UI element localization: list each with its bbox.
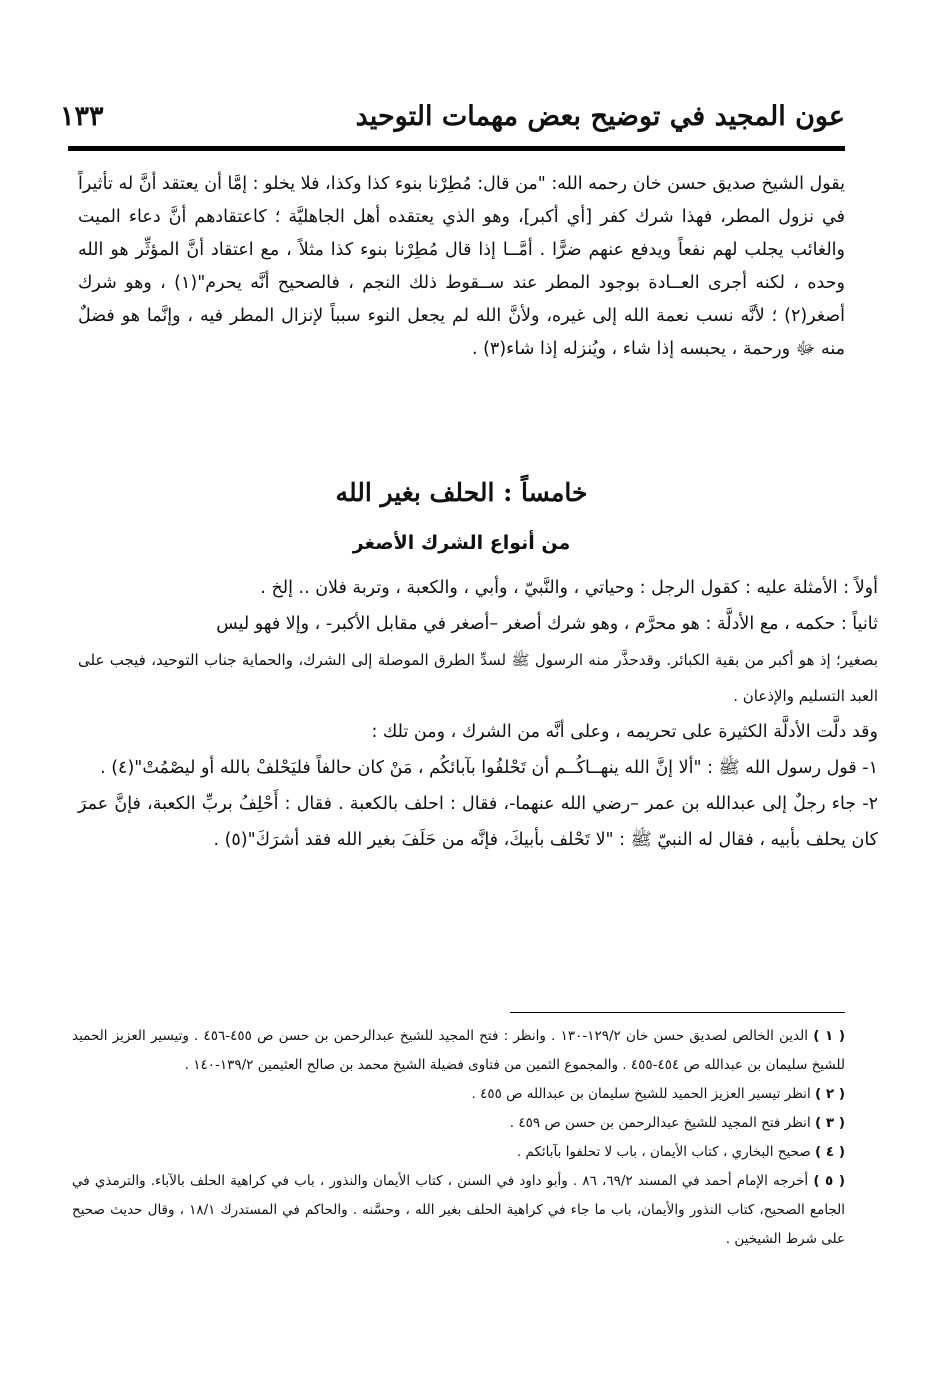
- point-second: ثانياً : حكمه ، مع الأدلَّة : هو محرَّم ، وهو شرك أصغر –أصغر في مقابل الأكبر- ، وإلا فهو ليس: [216, 614, 878, 634]
- footnote-text: الدين الخالص لصديق حسن خان ١٢٩/٢-١٣٠ . وانظر : فتح المجيد للشيخ عبدالرحمن بن حسن ص ٤٥٥-٤٥٦ . وتيسير العزيز الحميد للشيخ سليمان بن عبدالله ص ٤٥٤-٤٥٥ . والمجموع الثمين من فتاوى فضيلة الشيخ محمد بن صالح العثيمين ١٣٩/٢-١٤٠ .: [72, 1028, 845, 1073]
- footnote-number: ( ٤ ): [815, 1144, 845, 1160]
- footnote-text: صحيح البخاري ، كتاب الأيمان ، باب لا تحلفوا بآبائكم .: [516, 1144, 811, 1160]
- footnote-4: [72, 1138, 845, 1167]
- hadith-2: ٢- جاء رجلٌ إلى عبدالله بن عمر –رضي الله عنهما-، فقال : احلف بالكعبة . فقال : أَحْلِفُ بربِّ الكعبة، فإنَّ عمرَ كان يحلف بأبيه ، فقال له النبيّ ﷺ : "لا تَحْلف بأبيكَ، فإنَّه من حَلَفَ بغير الله فقد أشرَكَ"(٥) .: [78, 794, 878, 850]
- footnote-text: أخرجه الإمام أحمد في المسند ٦٩/٢، ٨٦ . وأبو داود في السنن ، كتاب الأيمان والنذور ، باب في كراهية الحلف بالآباء. والترمذي في الجامع الصحيح، كتاب النذور والأيمان، باب ما جاء في كراهية الحلف بغير الله ، وحسَّنه . والحاكم في المستدرك ١٨/١ ، وقال حديث صحيح على شرط الشيخين .: [72, 1173, 846, 1247]
- footnote-number: ( ٣ ): [815, 1115, 845, 1131]
- point-first: أولاً : الأمثلة عليه : كقول الرجل : وحياتي ، والنَّبيّ ، وأبي ، والكعبة ، وتربة فلان .. إلخ .: [260, 578, 878, 598]
- book-title: عون المجيد في توضيح بعض مهمات التوحيد: [355, 100, 845, 132]
- footnote-2: [72, 1080, 845, 1109]
- section-subtitle: من أنواع الشرك الأصغر: [352, 532, 571, 554]
- header-divider: [68, 146, 845, 151]
- footnote-number: ( ٥ ): [813, 1173, 846, 1189]
- evidence-intro: وقد دلَّت الأدلَّة الكثيرة على تحريمه ، وعلى أنَّه من الشرك ، ومن تلك :: [371, 722, 878, 742]
- footnote-1: [72, 1022, 845, 1080]
- section-title: خامساً : الحلف بغير الله: [335, 478, 588, 507]
- footnotes: [72, 1022, 845, 1254]
- page-number: ١٣٣: [60, 100, 104, 132]
- page-header: [60, 92, 845, 140]
- points-list: [78, 570, 878, 858]
- footnote-5: [72, 1167, 845, 1254]
- footnote-text: انظر فتح المجيد للشيخ عبدالرحمن بن حسن ص ٤٥٩ .: [509, 1115, 811, 1131]
- footnote-number: ( ١ ): [813, 1028, 845, 1044]
- footnote-number: ( ٢ ): [815, 1086, 845, 1102]
- intro-section: [78, 168, 845, 366]
- footnote-3: [72, 1109, 845, 1138]
- footnote-divider: [510, 1012, 845, 1013]
- point-second-continued: بصغير؛ إذ هو أكبر من بقية الكبائر. وقدحذَّر منه الرسول ﷺ لسدِّ الطرق الموصلة إلى الشرك، والحماية جناب التوحيد، فيجب على العبد التسليم والإذعان .: [78, 651, 878, 705]
- hadith-1: ١- قول رسول الله ﷺ : "ألا إنَّ الله ينهــاكُــم أن تَحْلفُوا بآبائكُم ، مَنْ كان حالفاً فليَحْلفْ بالله أو ليصْمُتْ"(٤) .: [100, 758, 878, 778]
- footnote-text: انظر تيسير العزيز الحميد للشيخ سليمان بن عبدالله ص ٤٥٥ .: [471, 1086, 811, 1102]
- intro-paragraph: يقول الشيخ صديق حسن خان رحمه الله: "من قال: مُطِرْنا بنوء كذا وكذا، فلا يخلو : إمَّا أن يعتقد أنَّ له تأثيراً في نزول المطر، فهذا شرك كفر [أي أكبر]، وهو الذي يعتقده أهل الجاهليَّة ؛ كاعتقادهم أنَّ دعاء الميت والغائب يجلب لهم نفعاً ويدفع عنهم ضرًّا . أمَّــا إذا قال مُطِرْنا بنوء كذا مثلاً ، مع اعتقاد أنَّ المؤثِّر هو الله وحده ، لكنه أجرى العــادة بوجود المطر عند ســقوط ذلك النجم ، فالصحيح أنَّه يحرم"(١) ، وهو شرك أصغر(٢) ؛ لأنَّه نسب نعمة الله إلى غيره، ولأنَّ الله لم يجعل النوء سبباً لإنزال المطر فيه ، وإنَّما هو فضلٌ منه ﷻ ورحمة ، يحبسه إذا شاء ، ويُنزله إذا شاء(٣) .: [78, 174, 845, 359]
